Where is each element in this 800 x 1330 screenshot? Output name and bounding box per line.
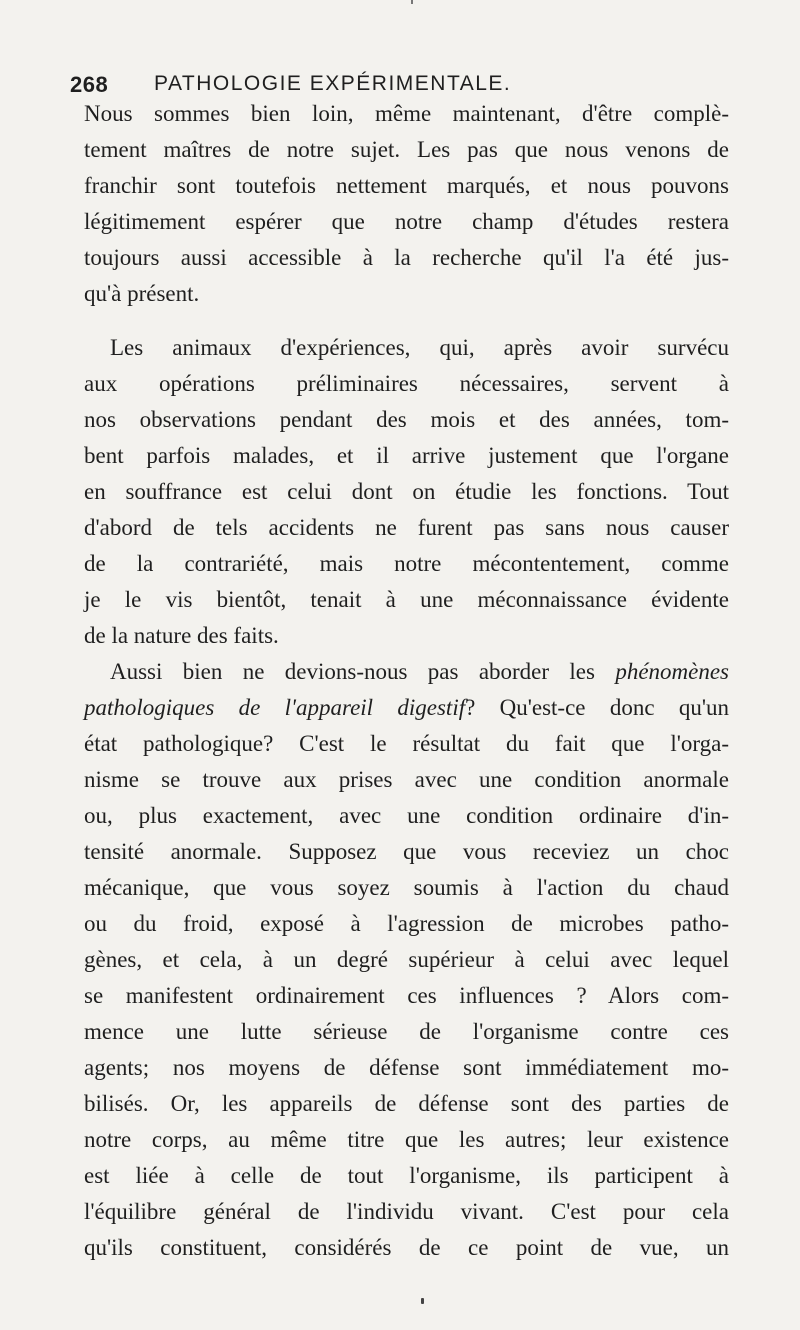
text-line: Nous sommes bien loin, même maintenant, d'être complè- <box>84 101 729 126</box>
text-line: en souffrance est celui dont on étudie les fonctions. Tout <box>84 479 729 504</box>
text-line: nos observations pendant des mois et des années, tom- <box>84 407 729 432</box>
text-line: de la nature des faits. <box>84 623 279 648</box>
text-line: ou du froid, exposé à l'agression de microbes patho- <box>84 911 729 936</box>
text-line: légitimement espérer que notre champ d'études restera <box>84 209 729 234</box>
text-line: agents; nos moyens de défense sont immédiatement mo- <box>84 1055 729 1080</box>
paragraph <box>84 654 729 1266</box>
text-line: tement maîtres de notre sujet. Les pas que nous venons de <box>84 137 729 162</box>
text-line: est liée à celle de tout l'organisme, ils participent à <box>84 1163 729 1188</box>
text-line: état pathologique? C'est le résultat du fait que l'orga- <box>84 731 729 756</box>
text-line: bent parfois malades, et il arrive justement que l'organe <box>84 443 729 468</box>
text-line: notre corps, au même titre que les autres; leur existence <box>84 1127 729 1152</box>
text-line: toujours aussi accessible à la recherche qu'il l'a été jus- <box>84 245 729 270</box>
print-speck <box>421 1298 424 1304</box>
text-segment: ? Qu'est-ce donc qu'un <box>465 695 729 720</box>
text-line: se manifestent ordinairement ces influences ? Alors com- <box>84 983 729 1008</box>
running-title: PATHOLOGIE EXPÉRIMENTALE. <box>154 72 512 95</box>
text-line: ou, plus exactement, avec une condition ordinaire d'in- <box>84 803 729 828</box>
italic-text: phénomènes <box>615 659 729 684</box>
body-text <box>84 96 729 1266</box>
text-line: je le vis bientôt, tenait à une méconnaissance évidente <box>84 587 729 612</box>
text-line: qu'ils constituent, considérés de ce point de vue, un <box>84 1235 729 1260</box>
text-line: mécanique, que vous soyez soumis à l'action du chaud <box>84 875 729 900</box>
text-line: nisme se trouve aux prises avec une condition anormale <box>84 767 729 792</box>
text-line: d'abord de tels accidents ne furent pas sans nous causer <box>84 515 729 540</box>
text-line: gènes, et cela, à un degré supérieur à celui avec lequel <box>84 947 729 972</box>
print-speck <box>411 0 413 4</box>
text-line: qu'à présent. <box>84 281 200 306</box>
text-line <box>84 690 729 726</box>
text-line: de la contrariété, mais notre mécontentement, comme <box>84 551 729 576</box>
text-line: franchir sont toutefois nettement marqués, et nous pouvons <box>84 173 729 198</box>
text-line: mence une lutte sérieuse de l'organisme contre ces <box>84 1019 729 1044</box>
text-line: bilisés. Or, les appareils de défense sont des parties de <box>84 1091 729 1116</box>
paragraph <box>84 96 729 312</box>
text-line: aux opérations préliminaires nécessaires, servent à <box>84 371 729 396</box>
text-segment: Aussi bien ne devions-nous pas aborder les <box>110 659 616 684</box>
italic-text: pathologiques de l'appareil digestif <box>84 695 466 720</box>
text-line: l'équilibre général de l'individu vivant. C'est pour cela <box>84 1199 729 1224</box>
text-line <box>84 654 729 690</box>
text-line: tensité anormale. Supposez que vous receviez un choc <box>84 839 729 864</box>
text-line: Les animaux d'expériences, qui, après avoir survécu <box>110 335 729 360</box>
page-number: 268 <box>70 72 109 97</box>
paragraph-gap <box>84 312 729 330</box>
paragraph <box>84 330 729 654</box>
